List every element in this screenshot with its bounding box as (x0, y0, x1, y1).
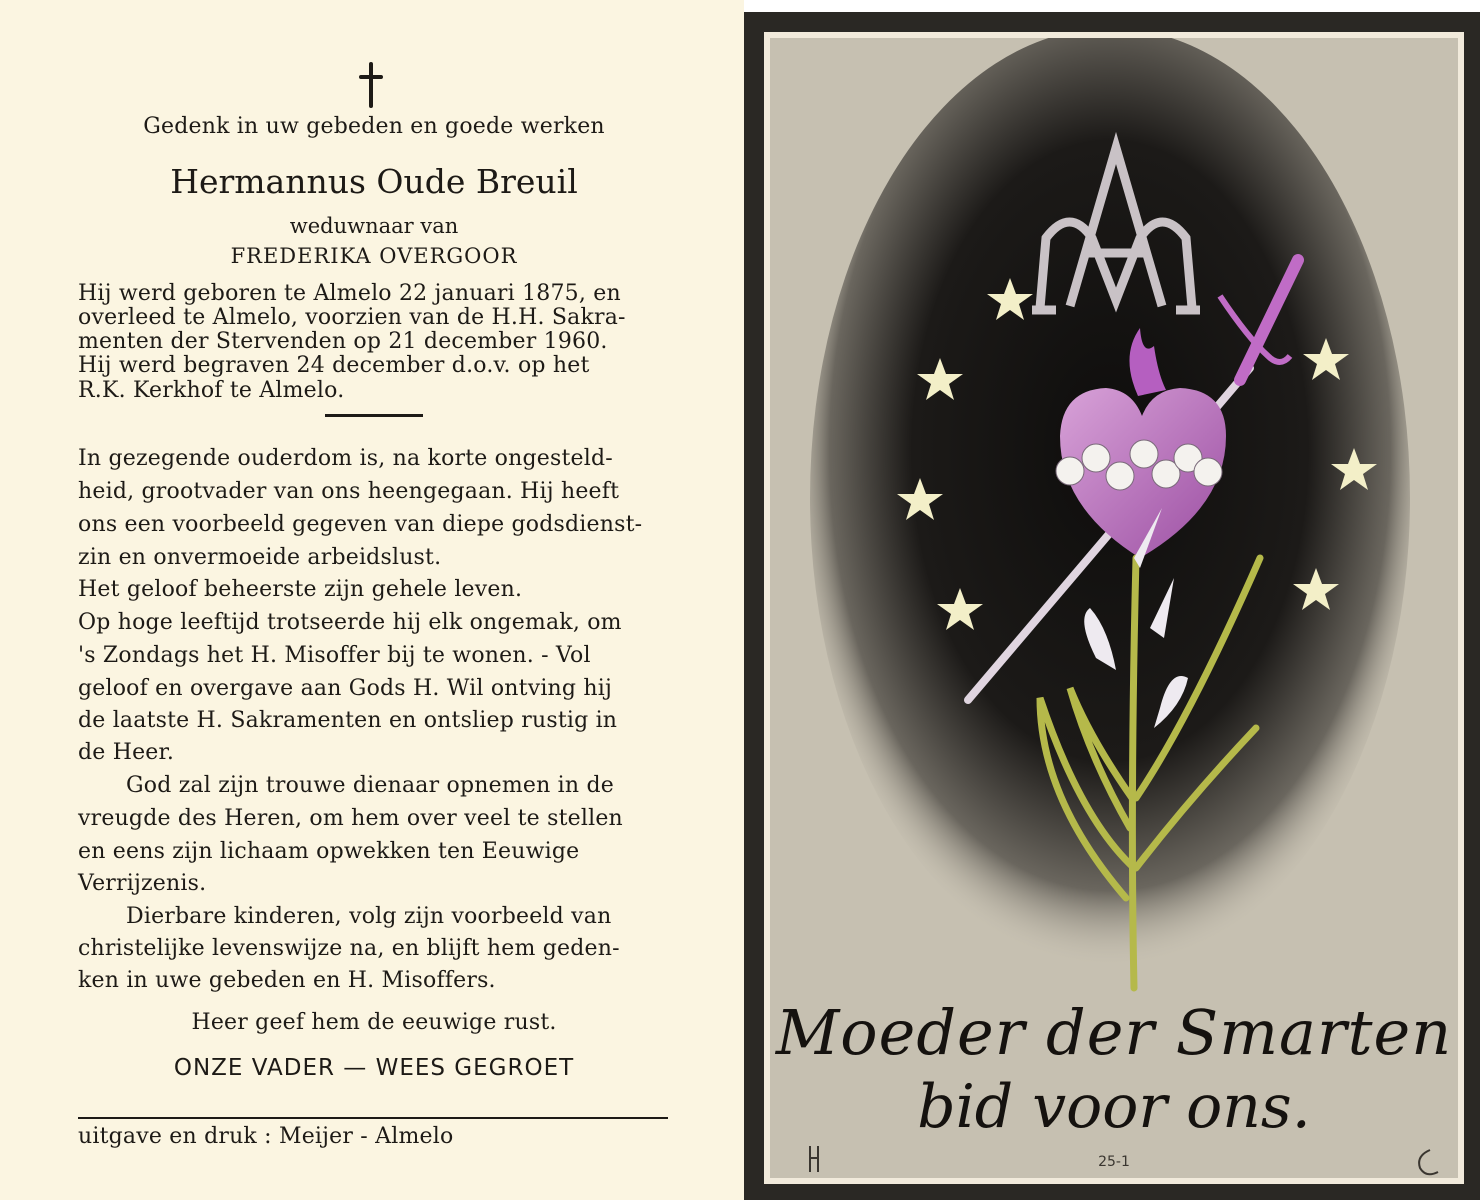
closing-line: Heer geef hem de eeuwige rust. (191, 1010, 557, 1035)
relation-label: weduwnaar van (289, 214, 459, 238)
body-line: ons een voorbeeld gegeven van diepe godsdienst- (78, 512, 643, 537)
publisher-line: uitgave en druk : Meijer - Almelo (78, 1124, 454, 1149)
body-line: christelijke levenswijze na, en blijft hem geden- (78, 936, 620, 961)
image-border (764, 32, 1464, 1184)
body-line: Op hoge leeftijd trotseerde hij elk ongemak, om (78, 610, 622, 635)
section-divider (325, 414, 423, 417)
body-line: Het geloof beheerste zijn gehele leven. (78, 577, 523, 602)
bio-line: Hij werd begraven 24 december d.o.v. op het (78, 353, 590, 378)
bio-line: menten der Stervenden op 21 december 1960. (78, 329, 608, 354)
footer-rule (78, 1117, 668, 1119)
body-line: In gezegende ouderdom is, na korte ongesteld- (78, 446, 613, 471)
body-line: de laatste H. Sakramenten en ontsliep rustig in (78, 708, 618, 733)
caption-line-1: Moeder der Smarten (775, 996, 1453, 1069)
bio-line: R.K. Kerkhof te Almelo. (78, 378, 345, 403)
caption-line-2: bid voor ons. (917, 1072, 1311, 1142)
body-line: God zal zijn trouwe dienaar opnemen in de (126, 773, 614, 798)
body-line: 's Zondags het H. Misoffer bij te wonen. - Vol (78, 643, 591, 668)
body-line: en eens zijn lichaam opwekken ten Eeuwige (78, 839, 580, 864)
spouse-name: FREDERIKA OVERGOOR (230, 244, 518, 268)
bio-line: overleed te Almelo, voorzien van de H.H. Sakra- (78, 305, 626, 330)
body-line: heid, grootvader van ons heengegaan. Hij heeft (78, 479, 620, 504)
illustration-panel (770, 38, 1458, 1178)
cross-icon (352, 62, 390, 108)
header-line: Gedenk in uw gebeden en goede werken (143, 114, 605, 139)
body-line: vreugde des Heren, om hem over veel te stellen (78, 806, 623, 831)
body-line: ken in uwe gebeden en H. Misoffers. (78, 968, 496, 993)
body-line: de Heer. (78, 740, 175, 765)
body-line: geloof en overgave aan Gods H. Wil ontving hij (78, 676, 613, 701)
prayers-line: ONZE VADER — WEES GEGROET (173, 1055, 575, 1081)
body-line: zin en onvermoeide arbeidslust. (78, 545, 442, 570)
body-line: Verrijzenis. (78, 871, 207, 896)
deceased-name: Hermannus Oude Breuil (170, 162, 578, 201)
print-code: 25-1 (1098, 1154, 1130, 1170)
bio-line: Hij werd geboren te Almelo 22 januari 1875, en (78, 281, 621, 306)
devotional-image-card (744, 12, 1480, 1200)
body-line: Dierbare kinderen, volg zijn voorbeeld van (126, 904, 612, 929)
